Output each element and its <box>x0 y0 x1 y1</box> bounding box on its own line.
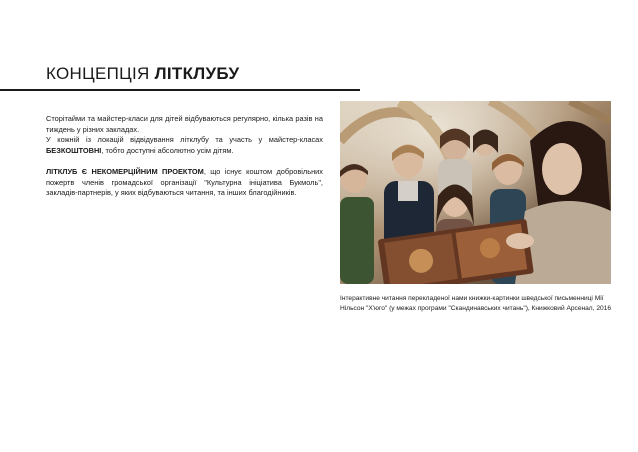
free-bold: БЕЗКОШТОВНІ <box>46 145 102 155</box>
free-prefix: У кожній із локацій відвідування літклубу та участь у майстер-класах <box>46 135 323 145</box>
noncommercial-suffix: , що існує коштом добровільних пожертв членів громадської організації "Культурна ініціатива Букмоль", закладів-партнерів, у яких відбуваються читання, та інших благодійників. <box>46 166 323 198</box>
free-suffix: , тобто доступні абсолютно усім дітям. <box>101 145 234 155</box>
paragraph-noncommercial <box>46 167 323 199</box>
reading-photo-illustration <box>340 101 611 284</box>
paragraph-schedule: Сторітайми та майстер-класи для дітей відбуваються регулярно, кілька разів на тиждень у різних закладах. <box>46 114 323 134</box>
photo-caption: Інтерактивне читання перекладеної нами книжки-картинки шведської письменниці Мії Нільсон "Х'юго" (у межах програми "Скандинавських читань"), Книжковий Арсенал, 2016 <box>340 295 611 313</box>
title-bold: ЛІТКЛУБУ <box>154 64 240 83</box>
reading-photo <box>340 101 611 284</box>
paragraph-free <box>46 135 323 156</box>
title-divider <box>0 89 360 91</box>
noncommercial-bold: ЛІТКЛУБ Є НЕКОМЕРЦІЙНИМ ПРОЕКТОМ <box>46 166 204 176</box>
paragraph-gap <box>46 156 323 167</box>
page-title <box>46 64 239 84</box>
concept-text <box>46 114 323 199</box>
title-regular: КОНЦЕПЦІЯ <box>46 64 155 83</box>
